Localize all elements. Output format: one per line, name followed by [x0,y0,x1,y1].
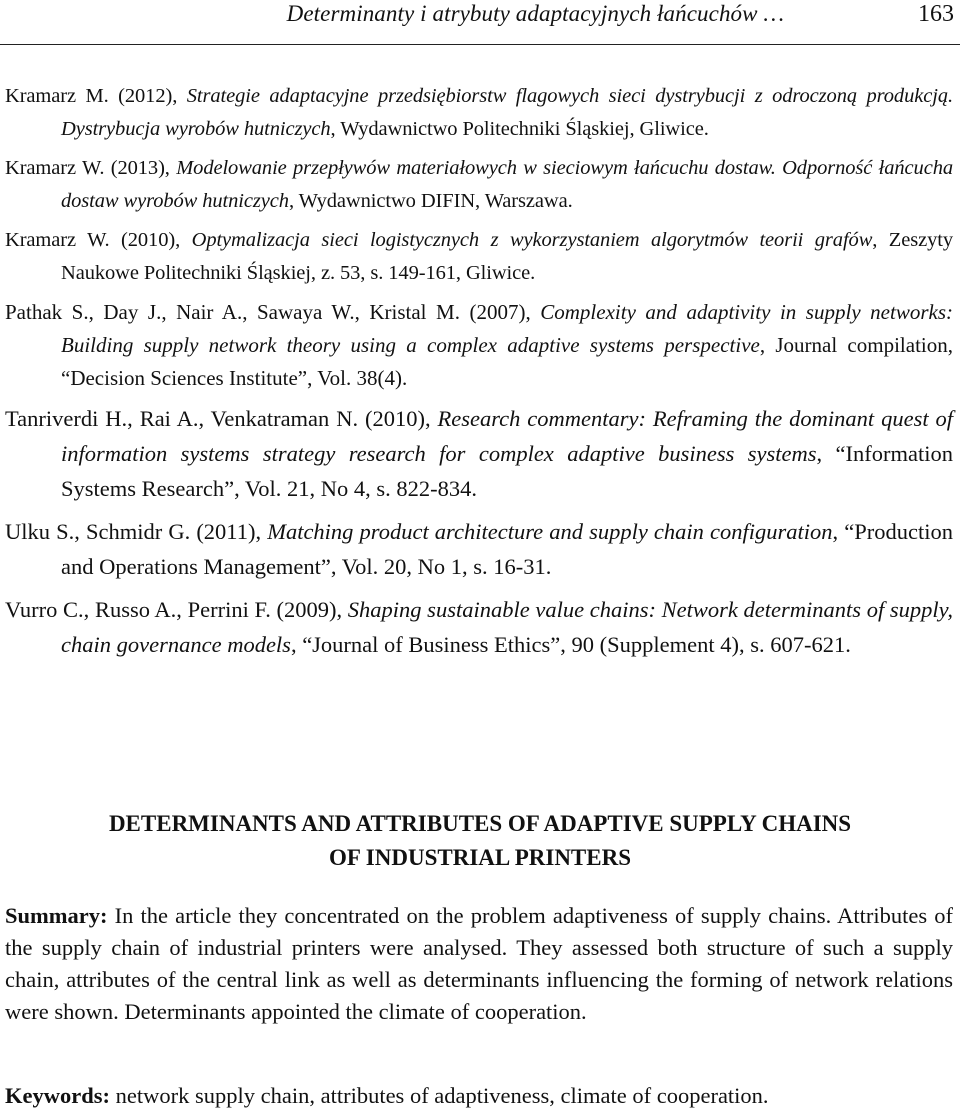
running-header [0,0,960,45]
reference-item [5,152,953,218]
summary-paragraph [5,900,953,1028]
reference-item [5,296,953,395]
reference-item [5,80,953,146]
reference-authors: Kramarz W. (2010), [5,229,192,251]
reference-title: Matching product architecture and supply chain configuration [267,519,833,544]
reference-authors: Kramarz W. (2013), [5,157,177,179]
reference-item [5,224,953,290]
reference-authors: Ulku S., Schmidr G. (2011), [5,519,268,544]
summary-label: Summary: [5,903,108,928]
english-title [0,807,960,875]
reference-authors: Kramarz M. (2012), [5,85,187,107]
running-title: Determinanty i atrybuty adaptacyjnych łańcuchów … [286,1,784,26]
reference-list [5,80,953,670]
reference-title: Research commentary: Reframing the dominant quest of information systems strategy research for complex adaptive business systems [61,406,953,466]
reference-source: , Zeszyty Naukowe Politechniki Śląskiej, z. 53, s. 149-161, Gliwice. [61,229,954,284]
summary-text: In the article they concentrated on the problem adaptiveness of supply chains. Attributes of the supply chain of industrial printers were analysed. They assessed both structure of such a supply chain, attributes of the central link as well as determinants influencing the forming of network relations were shown. Determinants appointed the climate of cooperation. [5,903,953,1024]
english-title-line-2: OF INDUSTRIAL PRINTERS [328,845,632,870]
english-title-line-1: DETERMINANTS AND ATTRIBUTES OF ADAPTIVE SUPPLY CHAINS [108,811,852,836]
reference-item [5,401,953,506]
reference-title: Strategie adaptacyjne przedsiębiorstw flagowych sieci dystrybucji z odroczoną produkcją. Dystrybucja wyrobów hutniczych [61,85,953,140]
reference-source: , Wydawnictwo DIFIN, Warszawa. [288,190,573,212]
reference-title: Shaping sustainable value chains: Network determinants of supply, chain governance models [61,597,953,657]
reference-authors: Pathak S., Day J., Nair A., Sawaya W., Kristal M. (2007), [5,300,541,324]
reference-item [5,592,953,662]
reference-source: , Journal compilation, “Decision Sciences Institute”, Vol. 38(4). [61,333,953,390]
reference-authors: Tanriverdi H., Rai A., Venkatraman N. (2010), [5,406,438,431]
reference-authors: Vurro C., Russo A., Perrini F. (2009), [5,597,348,622]
page-number: 163 [918,1,954,27]
reference-title: Modelowanie przepływów materiałowych w sieciowym łańcuchu dostaw. Odporność łańcucha dostaw wyrobów hutniczych [61,157,953,212]
reference-title: Complexity and adaptivity in supply networks: Building supply network theory using a complex adaptive systems perspective [61,300,953,357]
reference-source: , “Information Systems Research”, Vol. 21, No 4, s. 822-834. [61,441,953,501]
reference-item [5,514,953,584]
reference-title: Optymalizacja sieci logistycznych z wykorzystaniem algorytmów teorii grafów [191,229,873,251]
keywords-label: Keywords: [5,1083,110,1108]
keywords-text: network supply chain, attributes of adaptiveness, climate of cooperation. [110,1083,769,1108]
reference-source: , Wydawnictwo Politechniki Śląskiej, Gliwice. [330,118,709,140]
reference-source: , “Journal of Business Ethics”, 90 (Supplement 4), s. 607-621. [290,632,851,657]
keywords-paragraph [5,1080,953,1112]
reference-source: , “Production and Operations Management”, Vol. 20, No 1, s. 16-31. [61,519,953,579]
